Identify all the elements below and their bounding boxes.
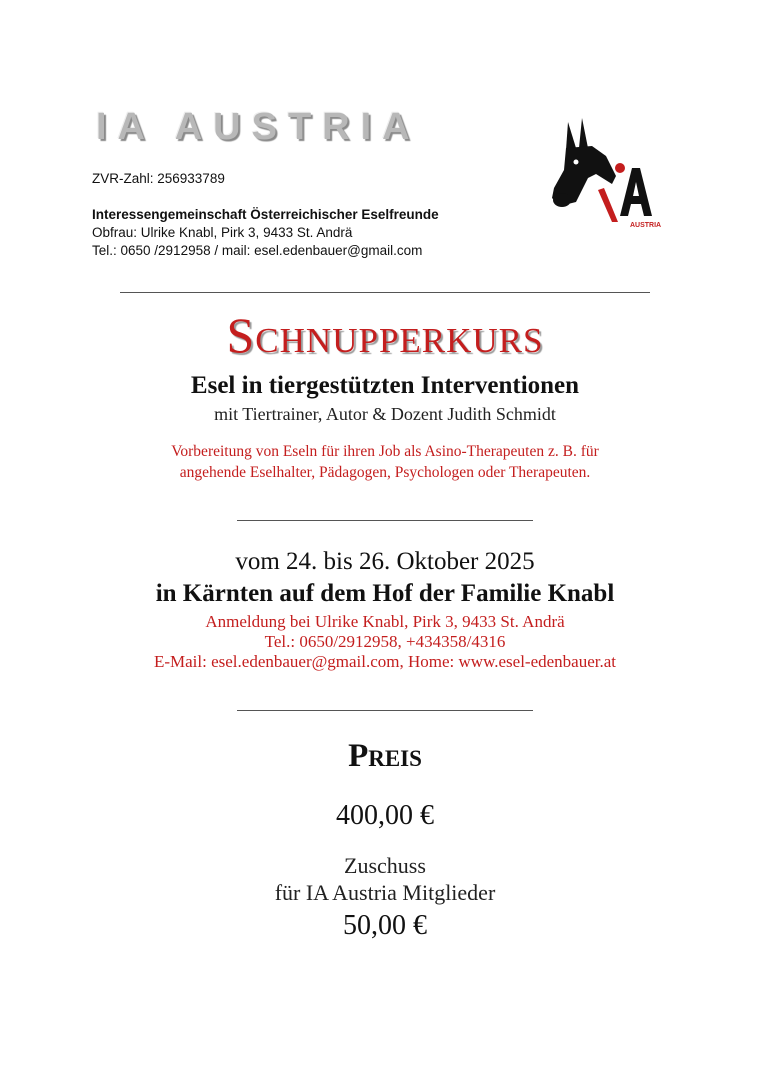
logo-austria-text: AUSTRIA bbox=[630, 222, 662, 229]
subsidy-target: für IA Austria Mitglieder bbox=[274, 880, 496, 905]
subsidy-label: Zuschuss bbox=[344, 853, 426, 878]
chair-address: Obfrau: Ulrike Knabl, Pirk 3, 9433 St. Andrä bbox=[92, 225, 353, 240]
association-name: Interessengemeinschaft Österreichischer Eselfreunde bbox=[92, 207, 439, 222]
logo-letter-a-icon bbox=[620, 168, 652, 216]
donkey-ear-left-icon bbox=[566, 122, 576, 150]
donkey-ear-right-icon bbox=[579, 118, 588, 148]
course-description-line-2: angehende Eselhalter, Pädagogen, Psychologen oder Therapeuten. bbox=[179, 464, 591, 481]
phone-info: Tel.: 0650/2912958, +434358/4316 bbox=[264, 632, 506, 651]
course-subtitle: Esel in tiergestützten Interventionen bbox=[190, 372, 580, 399]
event-dates: vom 24. bis 26. Oktober 2025 bbox=[235, 548, 535, 575]
divider-middle-2 bbox=[237, 710, 533, 711]
course-description-line-1: Vorbereitung von Eseln für ihren Job als Asino-Therapeuten z. B. für bbox=[171, 443, 599, 460]
donkey-logo bbox=[546, 118, 666, 230]
divider-middle-1 bbox=[237, 520, 533, 521]
price-value: 400,00 € bbox=[336, 800, 434, 831]
event-contact bbox=[0, 612, 770, 672]
divider-top bbox=[120, 292, 650, 293]
registration-info: Anmeldung bei Ulrike Knabl, Pirk 3, 9433 St. Andrä bbox=[205, 612, 565, 631]
event-location: in Kärnten auf dem Hof der Familie Knabl bbox=[155, 580, 615, 607]
subsidy-amount: 50,00 € bbox=[343, 910, 427, 941]
logo-red-stroke-icon bbox=[598, 188, 618, 222]
price-label: Preis bbox=[348, 738, 422, 774]
header-contact: Tel.: 0650 /2912958 / mail: esel.edenbauer@gmail.com bbox=[92, 243, 423, 258]
header-info bbox=[92, 170, 439, 260]
course-headline: Schnupperkurs bbox=[226, 307, 544, 363]
course-trainer: mit Tiertrainer, Autor & Dozent Judith Schmidt bbox=[214, 404, 556, 424]
organization-title: IA AUSTRIA bbox=[96, 106, 421, 148]
zvr-number: ZVR-Zahl: 256933789 bbox=[92, 171, 225, 186]
course-description bbox=[0, 441, 770, 483]
subsidy-info bbox=[0, 852, 770, 906]
email-info: E-Mail: esel.edenbauer@gmail.com, Home: www.esel-edenbauer.at bbox=[153, 652, 617, 671]
